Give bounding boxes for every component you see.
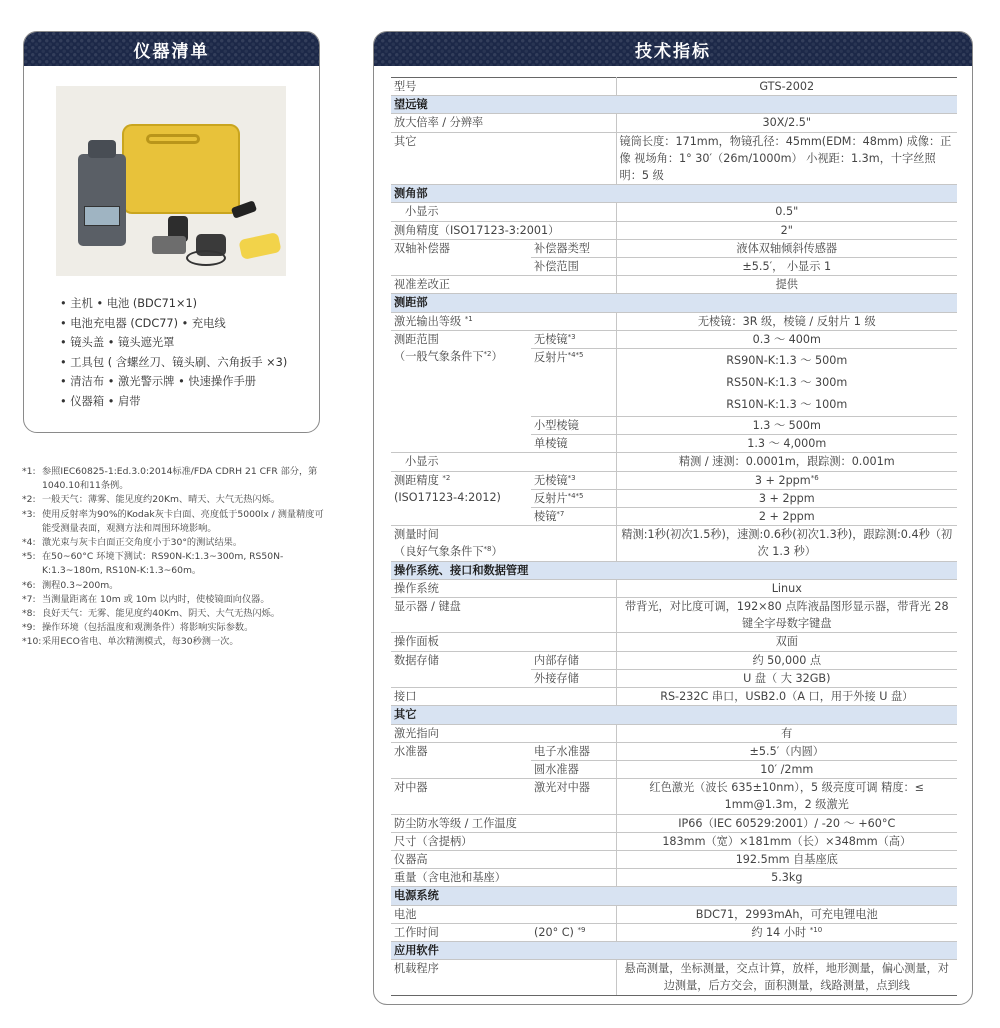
table-row: 水准器 电子水准器 ±5.5′（内圆） [391,742,957,760]
table-row: 对中器 激光对中器 红色激光（波长 635±10nm），5 级亮度可调 精度：≤ 1mm@1.3m，2 级激光 [391,779,957,814]
footnotes [22,465,332,650]
footnote: *3: 使用反射率为90%的Kodak灰卡白面、亮度低于5000lx / 测量精度可能受测量表面，观测方法和周围环境影响。 [22,508,324,534]
section-header: 望远镜 [391,96,957,114]
table-row: 重量（含电池和基座） 5.3kg [391,869,957,887]
cleaning-cloth-image [238,232,281,260]
table-row: 操作系统 Linux [391,579,957,597]
table-row: 小显示 0.5" [391,203,957,221]
table-row: 测距精度 $^{*2}$ (ISO17123-4:2012) 无棱镜$^{*3}$ 3 + 2ppm$^{*6}$ [391,471,957,489]
table-row: 显示器 / 键盘 带背光，对比度可调，192×80 点阵液晶图形显示器，带背光 28 键全字母数字键盘 [391,598,957,633]
section-header: 操作系统、接口和数据管理 [391,561,957,579]
footnote: *7: 当测量距离在 10m 或 10m 以内时，使棱镜面向仪器。 [22,593,270,605]
product-photo [56,86,286,276]
footnote: *2: 一般天气：薄雾、能见度约20Km、晴天、大气无热闪烁。 [22,494,280,506]
table-row: 其它 镜筒长度：171mm，物镜孔径：45mm(EDM：48mm) 成像：正像 视场角：1° 30′（26m/1000m） 小视距：1.3m，十字丝照明：5 级 [391,132,957,185]
table-row: 测量时间 （良好气象条件下$^{*8}$） 精测:1秒(初次1.5秒)，速测:0.6秒(初次1.3秒)，跟踪测:0.4秒（初次 1.3 秒） [391,526,957,561]
footnote: *10: 采用ECO省电、单次精测模式，每30秒测一次。 [22,636,239,648]
table-row: 操作面板 双面 [391,633,957,651]
total-station-image [78,154,126,246]
table-row: 测角精度（ISO17123-3:2001） 2" [391,221,957,239]
equipment-item: • 工具包 ( 含螺丝刀、镜头刷、六角扳手 ×3) [60,355,288,369]
section-header: 电源系统 [391,887,957,905]
table-row: 仪器高 192.5mm 自基座底 [391,850,957,868]
table-row: 补偿范围 ±5.5′， 小显示 1 [391,258,957,276]
table-row: 接口 RS-232C 串口，USB2.0（A 口，用于外接 U 盘） [391,688,957,706]
equipment-list-title: 仪器清单 [24,32,319,66]
table-row: 激光输出等级 $^{*1}$ 无棱镜：3R 级，棱镜 / 反射片 1 级 [391,312,957,330]
equipment-item: • 主机 • 电池 (BDC71×1) [60,297,198,310]
table-row: 小型棱镜 1.3 ～ 500m [391,417,957,435]
table-row: 型号 GTS-2002 [391,78,957,96]
table-row: 激光指向 有 [391,724,957,742]
table-row: 电池 BDC71，2993mAh，可充电锂电池 [391,905,957,923]
footnote: *8: 良好天气：无雾、能见度约40Km、阴天、大气无热闪烁。 [22,608,280,620]
table-row: 尺寸（含提柄） 183mm（宽）×181mm（长）×348mm（高） [391,832,957,850]
table-row: 单棱镜 1.3 ～ 4,000m [391,435,957,453]
table-row: 防尘防水等级 / 工作温度 IP66（IEC 60529:2001）/ -20 ～ +60°C [391,814,957,832]
footnote: *9: 操作环境（包括温度和观测条件）将影响实际参数。 [22,622,254,634]
table-row: 小显示 精测 / 速测：0.0001m，跟踪测：0.001m [391,453,957,471]
table-row: 反射片$^{*4*5}$ RS90N-K:1.3 ～ 500m RS50N-K:1.3 ～ 300m RS10N-K:1.3 ～ 100m [391,349,957,417]
table-row: 外接存储 U 盘（ 大 32GB) [391,669,957,687]
spec-title: 技术指标 [374,32,972,66]
equipment-item: • 清洁布 • 激光警示牌 • 快速操作手册 [60,375,257,389]
spec-card [373,31,973,1005]
footnote: *4: 激光束与灰卡白面正交角度小于30°的测试结果。 [22,537,243,549]
equipment-item: • 仪器箱 • 肩带 [60,394,141,408]
table-row: 视准差改正 提供 [391,276,957,294]
section-header: 测角部 [391,185,957,203]
section-header: 其它 [391,706,957,724]
equipment-item: • 镜头盖 • 镜头遮光罩 [60,336,175,350]
table-row: 测距范围 （一般气象条件下$^{*2}$） 无棱镜$^{*3}$ 0.3 ～ 400m [391,330,957,348]
battery-image [152,236,186,254]
footnote: *1: 参照IEC60825-1:Ed.3.0:2014标准/FDA CDRH 21 CFR 部分，第 1040.10和11条例。 [22,466,318,492]
cable-image [186,250,226,266]
footnote: *5: 在50~60°C 环境下测试：RS90N-K:1.3~300m, RS50N-K:1.3~180m, RS10N-K:1.3~60m。 [22,551,284,577]
table-row: 棱镜$^{*7}$ 2 + 2ppm [391,508,957,526]
section-header: 应用软件 [391,941,957,959]
table-row: 放大倍率 / 分辨率 30X/2.5" [391,114,957,132]
equipment-list-card [23,31,320,433]
table-row: 双轴补偿器 补偿器类型 液体双轴倾斜传感器 [391,239,957,257]
carrying-case-image [122,124,240,214]
equipment-items [60,294,287,412]
table-row: 圆水准器 10′ /2mm [391,760,957,778]
table-row: 反射片$^{*4*5}$ 3 + 2ppm [391,489,957,507]
footnote: *6: 测程0.3~200m。 [22,579,119,591]
table-row: 工作时间 (20° C) $^{*9}$ 约 14 小时 $^{*10}$ [391,923,957,941]
spec-table [391,77,957,996]
table-row: 机载程序 悬高测量，坐标测量，交点计算，放样，地形测量，偏心测量，对边测量，后方交会，面积测量，线路测量，点到线 [391,960,957,995]
equipment-item: • 电池充电器 (CDC77) • 充电线 [60,316,226,330]
section-header: 测距部 [391,294,957,312]
table-row: 数据存储 内部存储 约 50,000 点 [391,651,957,669]
